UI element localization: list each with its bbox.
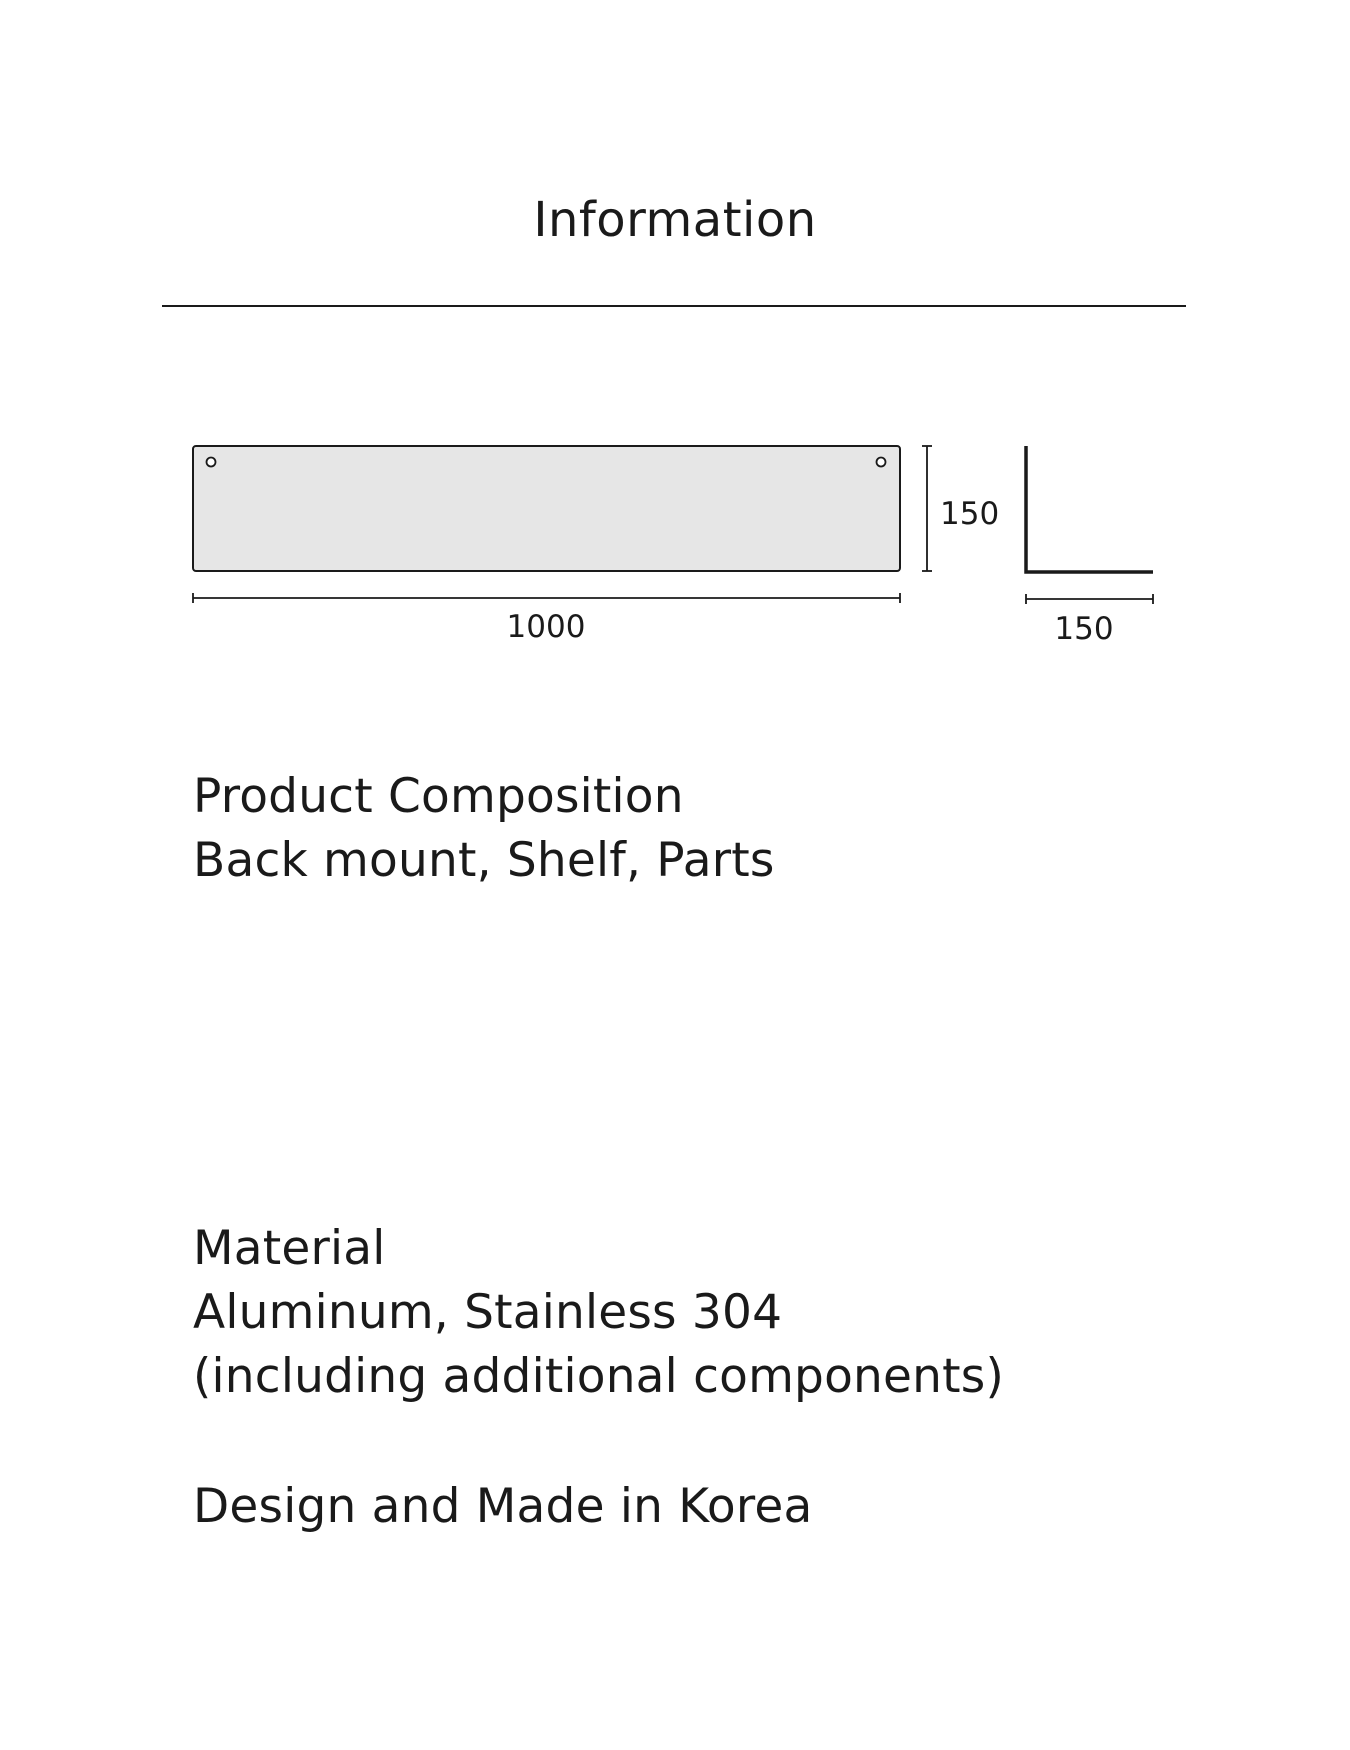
- page-title: Information: [533, 192, 817, 248]
- mounting-hole-right: [877, 458, 886, 467]
- dimension-diagram: [0, 0, 1350, 700]
- material-heading: Material: [193, 1221, 386, 1276]
- composition-heading: Product Composition: [193, 769, 684, 824]
- shelf-front-panel: [193, 446, 900, 571]
- side-profile-bracket: [1026, 446, 1153, 572]
- depth-dimension-label: 150: [1054, 611, 1114, 647]
- composition-value: Back mount, Shelf, Parts: [193, 833, 775, 888]
- origin-text: Design and Made in Korea: [193, 1479, 813, 1534]
- mounting-hole-left: [207, 458, 216, 467]
- height-dimension-label: 150: [940, 496, 1000, 532]
- composition-section: [193, 765, 775, 893]
- material-section: [193, 1217, 1004, 1409]
- material-value: Aluminum, Stainless 304: [193, 1285, 783, 1340]
- length-dimension-line: [193, 593, 900, 603]
- material-note: (including additional components): [193, 1349, 1004, 1404]
- height-dimension-line: [922, 446, 932, 571]
- origin-section: [193, 1475, 812, 1539]
- length-dimension-label: 1000: [506, 609, 586, 645]
- depth-dimension-line: [1026, 594, 1153, 604]
